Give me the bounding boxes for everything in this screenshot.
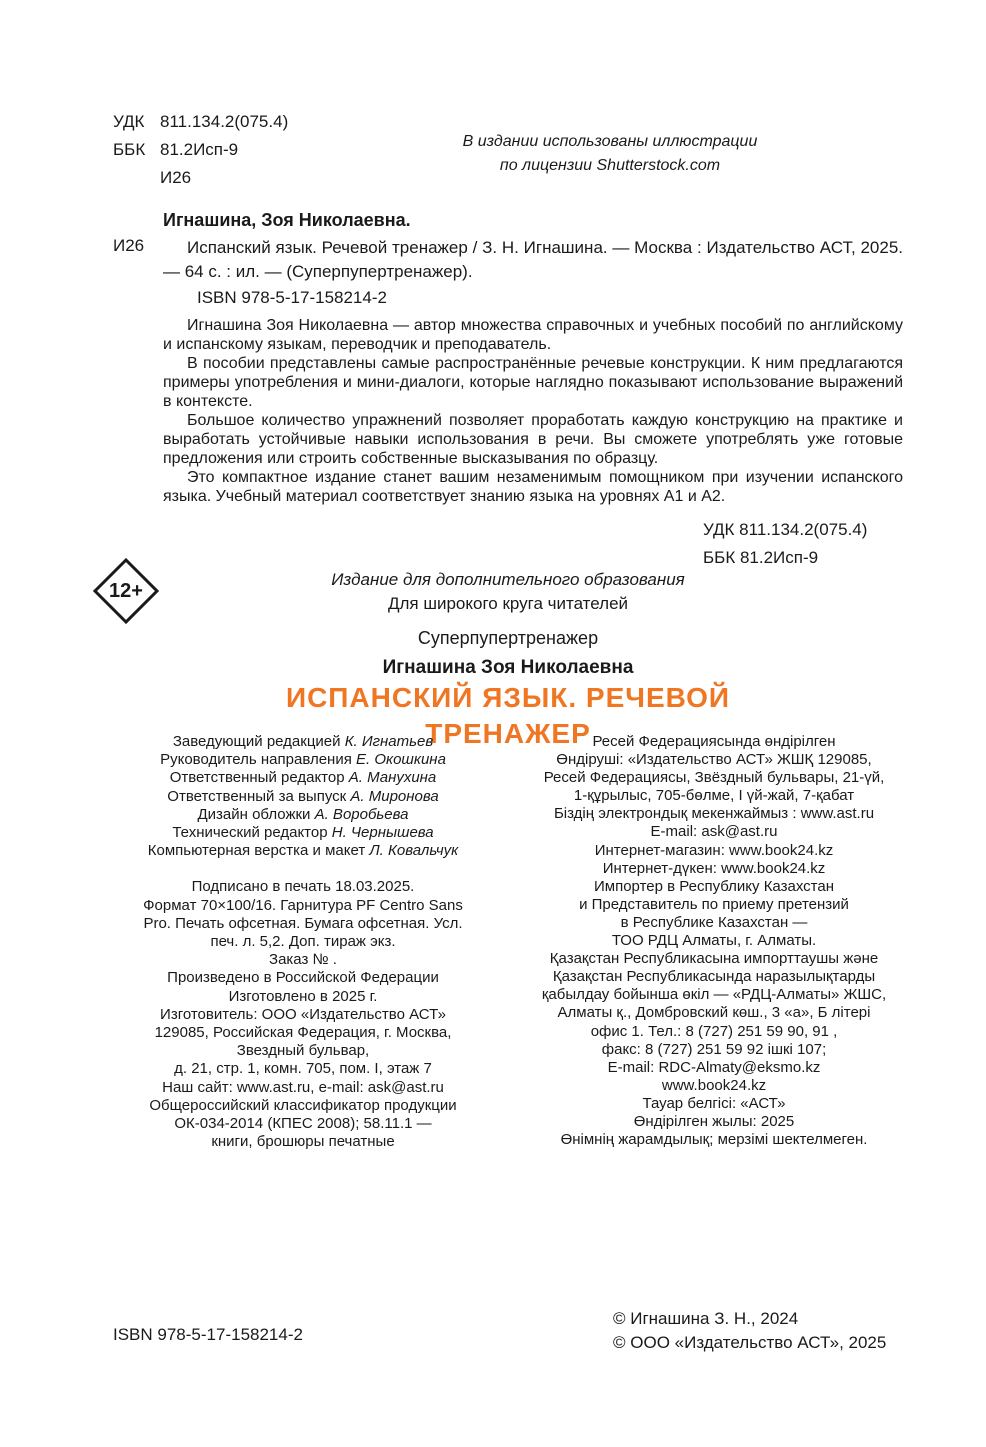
kazakh-info-line: Ресей Федерациясы, Звёздный бульвары, 21-үй,	[543, 769, 885, 787]
production-info-line: 129085, Российская Федерация, г. Москва,	[154, 1024, 452, 1042]
udk-label: УДК	[113, 112, 145, 131]
illustrations-note-line: по лицензии Shutterstock.com	[499, 157, 721, 174]
staff-name: А. Воробьева	[314, 805, 409, 823]
staff-name: Н. Чернышева	[331, 824, 434, 842]
staff-role: Компьютерная верстка и макет	[147, 842, 366, 860]
staff-row	[113, 751, 493, 769]
udk-right-line: УДК 811.134.2(075.4)	[703, 520, 868, 539]
kazakh-info-line: www.book24.kz	[661, 1076, 767, 1094]
staff-row	[113, 824, 493, 842]
staff-name: А. Миронова	[350, 787, 439, 805]
print-info-line: Формат 70×100/16. Гарнитура PF Centro Sans	[143, 896, 463, 914]
kazakh-info-line: Интернет-дүкен: www.book24.kz	[602, 859, 826, 877]
kazakh-info-line: Өндірілген жылы: 2025	[633, 1112, 795, 1130]
author-mark-value: И26	[160, 168, 192, 187]
bibliographic-record: Испанский язык. Речевой тренажер / З. Н. Игнашина. — Москва : Издательство АСТ, 2025. — 64 с. : ил. — (Суперпупертренажер).	[163, 238, 903, 281]
staff-role: Ответственный за выпуск	[167, 787, 347, 805]
age-rating-text: 12+	[109, 580, 143, 602]
kazakh-info-line: E-mail: ask@ast.ru	[650, 823, 778, 841]
staff-row	[113, 769, 493, 787]
staff-name: К. Игнатьев	[344, 733, 434, 750]
staff-role: Заведующий редакцией	[172, 733, 341, 750]
author-heading: Игнашина, Зоя Николаевна.	[163, 210, 411, 230]
production-info-line: Общероссийский классификатор продукции	[149, 1096, 457, 1114]
kazakh-info-line: факс: 8 (727) 251 59 92 ішкі 107;	[601, 1040, 827, 1058]
staff-role: Технический редактор	[172, 824, 328, 842]
annotation-paragraph: Игнашина Зоя Николаевна — автор множества справочных и учебных пособий по английскому и испанскому языкам, переводчик и преподаватель.	[163, 317, 903, 353]
print-info-line: Подписано в печать 18.03.2025.	[191, 878, 415, 896]
staff-row	[113, 806, 493, 824]
staff-name: А. Манухина	[348, 769, 437, 787]
isbn-bottom: ISBN 978-5-17-158214-2	[113, 1325, 303, 1344]
classification-right	[703, 516, 867, 572]
udk-row	[113, 108, 288, 136]
production-info-line: Изготовитель: ООО «Издательство АСТ»	[160, 1005, 446, 1023]
annotation-paragraph: В пособии представлены самые распространённые речевые конструкции. К ним предлагаются примеры употребления и мини-диалоги, которые наглядно показывают использование выражений в контексте.	[163, 355, 903, 410]
bbk-row	[113, 136, 288, 164]
kazakh-info-line: E-mail: RDC-Almaty@eksmo.kz	[607, 1058, 821, 1076]
author-mark: И26	[113, 236, 145, 255]
staff-name: Е. Окошкина	[356, 751, 446, 769]
series-name: Суперпупертренажер	[417, 628, 599, 648]
production-info-line: Изготовлено в 2025 г.	[228, 987, 378, 1005]
production-info-line: Звездный бульвар,	[236, 1042, 370, 1060]
author-name: Игнашина Зоя Николаевна	[382, 657, 634, 678]
kazakh-info-line: в Республике Казахстан —	[620, 913, 808, 931]
kazakh-info-line: Тауар белгісі: «АСТ»	[642, 1094, 786, 1112]
spacer	[113, 860, 493, 878]
kazakh-info-line: Қазақстан Республикасында наразылықтарды	[552, 968, 876, 986]
kazakh-info-line: Алматы қ., Домбровский көш., 3 «а», Б літері	[557, 1004, 871, 1022]
production-info-line: д. 21, стр. 1, комн. 705, пом. I, этаж 7	[174, 1060, 432, 1078]
copyright-line: © ООО «Издательство АСТ», 2025	[613, 1333, 887, 1352]
kazakh-info-line: қабылдау бойынша өкіл — «РДЦ-Алматы» ЖШС,	[541, 986, 887, 1004]
bbk-label: ББК	[113, 140, 146, 159]
kazakh-info-line: Біздің электрондық мекенжаймыз : www.ast.ru	[553, 805, 875, 823]
udk-value: 811.134.2(075.4)	[160, 112, 289, 131]
annotation-paragraph: Большое количество упражнений позволяет проработать каждую конструкцию на практике и выработать устойчивые навыки использования в речи. Вы сможете употреблять уже готовые предложения или строить собственные высказывания по образцу.	[163, 412, 903, 467]
kazakh-info-line: Қазақстан Республикасына импорттаушы және	[549, 950, 879, 968]
kazakh-info-line: Интернет-магазин: www.book24.kz	[594, 841, 834, 859]
illustrations-note	[440, 130, 780, 178]
author-mark-row	[113, 164, 288, 192]
classification-block	[113, 108, 288, 192]
bbk-value: 81.2Исп-9	[160, 140, 239, 159]
print-info-line: Pro. Печать офсетная. Бумага офсетная. Усл.	[143, 914, 463, 932]
production-info-line: ОК-034-2014 (КПЕС 2008); 58.11.1 —	[174, 1115, 432, 1133]
kazakh-info-line: Ресей Федерациясында өндірілген	[592, 733, 836, 750]
kazakh-info-line: офис 1. Тел.: 8 (727) 251 59 90, 91 ,	[590, 1022, 838, 1040]
kazakh-info-line: 1-құрылыс, 705-бөлме, I үй-жай, 7-қабат	[573, 787, 855, 805]
kazakh-info-line: Өнімнің жарамдылық; мерзімі шектелмеген.	[560, 1131, 868, 1149]
staff-row	[113, 788, 493, 806]
imprint-left	[113, 733, 493, 1151]
staff-row	[113, 842, 493, 860]
illustrations-note-line: В издании использованы иллюстрации	[462, 133, 758, 150]
print-info-line: Заказ № .	[269, 951, 337, 969]
book-title: ИСПАНСКИЙ ЯЗЫК. РЕЧЕВОЙ ТРЕНАЖЕР	[285, 682, 731, 749]
production-info-line: книги, брошюры печатные	[211, 1133, 395, 1151]
edition-type: Издание для дополнительного образования	[331, 570, 685, 589]
kazakh-info-line: Өндіруші: «Издательство АСТ» ЖШҚ 129085,	[556, 751, 872, 769]
staff-name: Л. Ковальчук	[369, 842, 459, 860]
annotation-paragraph: Это компактное издание станет вашим незаменимым помощником при изучении испанского языка. Учебный материал соответствует знанию языка на уровнях А1 и А2.	[163, 469, 903, 505]
production-info-line: Произведено в Российской Федерации	[167, 969, 439, 987]
annotation	[163, 316, 903, 506]
staff-role: Руководитель направления	[160, 751, 352, 769]
production-info-line: Наш сайт: www.ast.ru, e-mail: ask@ast.ru	[162, 1078, 444, 1096]
staff-row	[113, 733, 493, 751]
staff-role: Ответственный редактор	[169, 769, 345, 787]
copyright-block	[613, 1307, 886, 1355]
print-info-line: печ. л. 5,2. Доп. тираж экз.	[210, 933, 396, 951]
isbn-record: ISBN 978-5-17-158214-2	[197, 288, 387, 307]
kazakh-info-line: ТОО РДЦ Алматы, г. Алматы.	[611, 932, 817, 950]
staff-role: Дизайн обложки	[197, 805, 311, 823]
copyright-line: © Игнашина З. Н., 2024	[613, 1309, 799, 1328]
audience: Для широкого круга читателей	[387, 594, 629, 613]
age-rating-badge	[93, 558, 159, 624]
kazakh-info-line: и Представитель по приему претензий	[579, 895, 849, 913]
bbk-right-line: ББК 81.2Исп-9	[703, 548, 819, 567]
imprint-right	[528, 733, 900, 1149]
kazakh-info-line: Импортер в Республику Казахстан	[594, 877, 834, 895]
